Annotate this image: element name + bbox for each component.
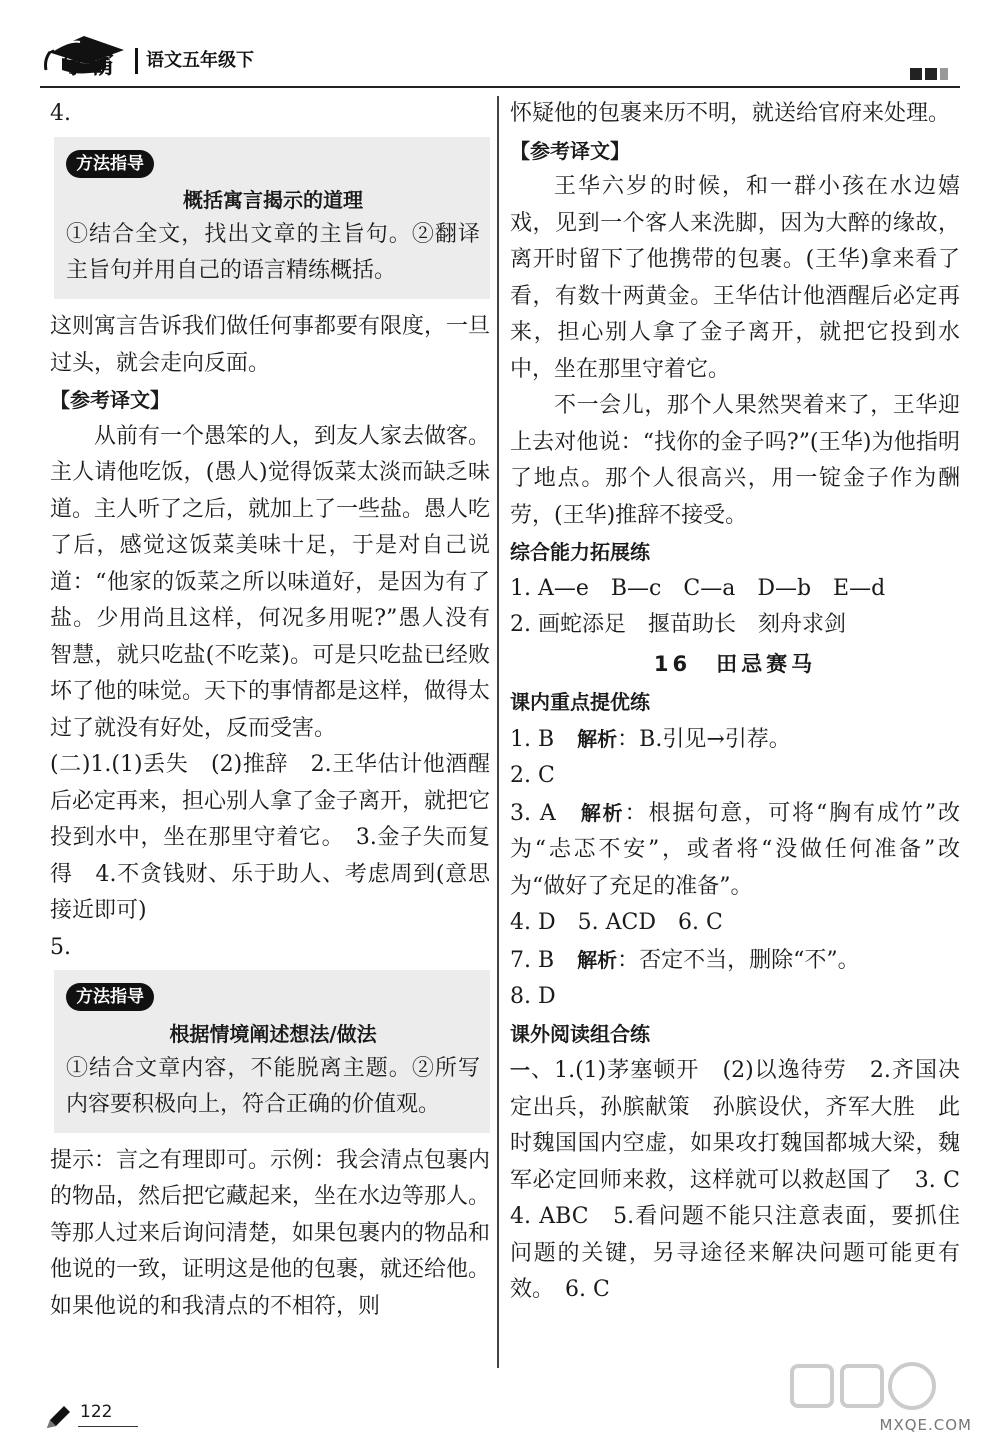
section-heading-out-of-class: 课外阅读组合练	[510, 1021, 650, 1046]
analysis-label: 解析	[577, 726, 618, 751]
method-tag: 方法指导	[66, 150, 154, 178]
footer-rule	[78, 1426, 138, 1427]
analysis-label: 解析	[580, 800, 625, 825]
pencil-icon	[44, 1404, 72, 1432]
part-1-lead: 一	[510, 1058, 532, 1082]
hint-paragraph: 提示：言之有理即可。示例：我会清点包裹内的物品，然后把它藏起来，坐在水边等那人。等那人过来后询问清楚，如果包裹内的物品和他说的一致，证明这是他的包裹，就还给他。如果他说的和我清点的不相符，则	[50, 1147, 491, 1319]
answer-number: 3. A	[510, 800, 556, 826]
answer-item	[510, 795, 960, 906]
watermark-text: MXQE.COM	[879, 1416, 972, 1434]
book-subtitle: 语文五年级下	[146, 50, 254, 71]
chapter-title: 16 田忌赛马	[653, 651, 817, 676]
out-of-class-answers	[510, 1052, 983, 1309]
analysis-text: ：B.引见→引荐。	[617, 726, 791, 752]
answer-item: 4. D 5. ACD 6. C	[510, 910, 723, 935]
brand-name: 学霸	[62, 50, 115, 80]
question-5-label: 5.	[50, 934, 71, 960]
method-box-1	[54, 137, 490, 300]
part-2-answers: (二)1.(1)丢失 (2)推辞 2.王华估计他酒醒后必定再来，担心别人拿了金子离开，就把它投到水中，坐在那里守着它。 3.金子失而复得 4.不贪钱财、乐于助人、考虑周到(意思接近即可)	[50, 752, 491, 923]
answer-item	[510, 721, 960, 759]
translation-paragraph: 从前有一个愚笨的人，到友人家去做客。主人请他吃饭，(愚人)觉得饭菜太淡而缺乏味道。主人听了之后，就加上了一些盐。愚人吃了后，感觉这饭菜美味十足，于是对自己说道：“他家的饭菜之所以味道好，是因为有了盐。少用尚且这样，何况多用呢?”愚人没有智慧，就只吃盐(不吃菜)。可是只吃盐已经败坏了他的味觉。天下的事情都是这样，做得太过了就没有好处，反而受害。	[50, 423, 491, 741]
header-decoration-icon	[910, 68, 948, 80]
left-column	[50, 96, 490, 1325]
translation-paragraph: 王华六岁的时候，和一群小孩在水边嬉戏，见到一个客人来洗脚，因为大醉的缘故，离开时留下了他携带的包裹。(王华)拿来看了看，有数十两黄金。王华估计他酒醒后必定再来，担心别人拿了金子离开，就把它投到水中，坐在那里守着它。	[510, 174, 960, 382]
method-tag: 方法指导	[66, 983, 154, 1011]
method-box-2	[54, 970, 490, 1133]
page-number: 122	[80, 1402, 113, 1422]
question-4-label: 4.	[50, 101, 71, 126]
section-heading-extension: 综合能力拓展练	[510, 540, 650, 564]
column-divider	[497, 96, 499, 1368]
analysis-text: ：否定不当，删除“不”。	[617, 947, 860, 973]
header-rule	[40, 86, 960, 88]
method-title: 概括寓言揭示的道理	[183, 188, 363, 212]
method-body: ①结合全文，找出文章的主旨句。②翻译主旨句并用自己的语言精练概括。	[66, 222, 480, 283]
translation-paragraph: 不一会儿，那个人果然哭着来了，王华迎上去对他说：“找你的金子吗?”(王华)为他指明了地点。那个人很高兴，用一锭金子作为酬劳，(王华)推辞不接受。	[510, 393, 960, 528]
reference-translation-label: 【参考译文】	[50, 388, 170, 412]
right-column	[510, 96, 983, 1309]
answer-item: 8. D	[510, 984, 556, 1009]
extension-answer-2: 2. 画蛇添足 揠苗助长 刻舟求剑	[510, 612, 846, 637]
out-of-class-text: 、1.(1)茅塞顿开 (2)以逸待劳 2.齐国决定出兵，孙膑献策 孙膑设伏，齐军大胜 此时魏国国内空虚，如果攻打魏国都城大梁，魏军必定回师来救，这样就可以救赵国了 3. C 4. ABC 5.看问题不能只注意表面，要抓住问题的关键，另寻途径来解决问题可能更有效。 6. C	[510, 1058, 983, 1302]
analysis-text: ：根据句意，可将“胸有成竹”改为“忐忑不安”，或者将“没做任何准备”改为“做好了充足的准备”。	[510, 800, 961, 899]
answer-number: 7. B	[510, 947, 555, 973]
answer-4: 这则寓言告诉我们做任何事都要有限度，一旦过头，就会走向反面。	[50, 314, 491, 376]
extension-answer-1: 1. A—e B—c C—a D—b E—d	[510, 575, 886, 601]
answer-item: 2. C	[510, 763, 555, 788]
reference-translation-label: 【参考译文】	[510, 138, 630, 163]
header-separator	[135, 48, 138, 74]
method-body: ①结合文章内容，不能脱离主题。②所写内容要积极向上，符合正确的价值观。	[66, 1055, 480, 1117]
answer-number: 1. B	[510, 726, 555, 752]
method-title: 根据情境阐述想法/做法	[169, 1021, 377, 1046]
page-header	[0, 0, 1000, 96]
analysis-label: 解析	[577, 947, 618, 972]
hint-continuation: 怀疑他的包裹来历不明，就送给官府来处理。	[510, 101, 951, 126]
section-heading-in-class: 课内重点提优练	[510, 690, 650, 714]
answer-item	[510, 942, 960, 980]
